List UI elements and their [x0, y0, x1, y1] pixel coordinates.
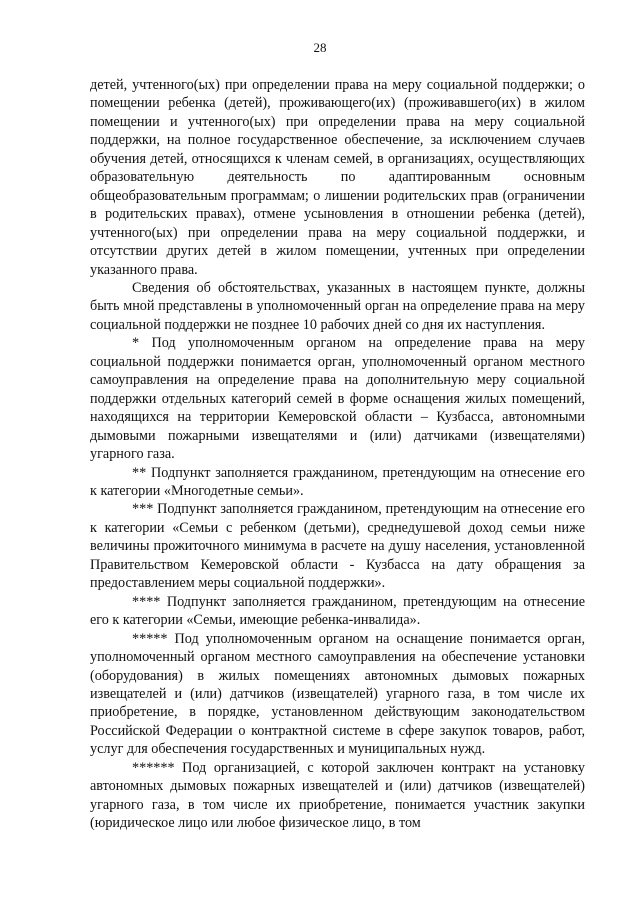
footnote-authorized-body: * Под уполномоченным органом на определение права на меру социальной поддержки понимается орган, уполномоченный органом местного самоуправления на определение права на дополнительную меру социальной поддержки отдельных категорий семей в форме оснащения жилых помещений, находящихся на территории Кемеровской области – Кузбасса, автономными дымовыми пожарными извещателями и (или) датчиками (извещателями) угарного газа. [90, 335, 585, 463]
footnote-contractor-organization: ****** Под организацией, с которой заключен контракт на установку автономных дымовых пожарных извещателей и (или) датчиков (извещателей) угарного газа, в том числе их приобретение, понимается участник закупки (юридическое лицо или любое физическое лицо, в том [90, 759, 585, 832]
footnote-disabled-child-families: **** Подпункт заполняется гражданином, претендующим на отнесение его к категории «Семьи, имеющие ребенка-инвалида». [90, 593, 585, 629]
document-body [90, 76, 585, 833]
page-number: 28 [313, 40, 327, 55]
footnote-installation-authority: ***** Под уполномоченным органом на оснащение понимается орган, уполномоченный органом местного самоуправления на обеспечение установки (оборудования) в жилых помещениях автономных дымовых пожарных извещателей и (или) датчиков (извещателей) угарного газа, в том числе их приобретение, в порядке, установленном действующим законодательством Российской Федерации о контрактной системе в сфере закупок товаров, работ, услуг для обеспечения государственных и муниципальных нужд. [90, 630, 585, 758]
paragraph-notification-deadline: Сведения об обстоятельствах, указанных в настоящем пункте, должны быть мной представлены в уполномоченный орган на определение права на меру социальной поддержки не позднее 10 рабочих дней со дня их наступления. [90, 279, 585, 333]
footnote-large-families: ** Подпункт заполняется гражданином, претендующим на отнесение его к категории «Многодетные семьи». [90, 464, 585, 499]
footnote-low-income-families: *** Подпункт заполняется гражданином, претендующим на отнесение его к категории «Семьи с ребенком (детьми), среднедушевой доход семьи ниже величины прожиточного минимума в расчете на душу населения, установленной Правительством Кемеровской области - Кузбасса на дату обращения за предоставлением меры социальной поддержки». [90, 501, 585, 592]
paragraph-family-members-continuation: детей, учтенного(ых) при определении права на меру социальной поддержки; о помещении ребенка (детей), проживающего(их) (проживавшего(их) в жилом помещении и учтенного(ых) при определении права на меру социальной поддержки, на полное государственное обеспечение, за исключением случаев обучения детей, относящихся к членам семей, в организациях, осуществляющих образовательную деятельность по адаптированным основным общеобразовательным программам; о лишении родительских прав (ограничении в родительских правах), отмене усыновления в отношении ребенка (детей), учтенного(ых) при определении права на меру социальной поддержки, и отсутствии других детей в жилом помещении, учтенных при определении указанного права. [90, 77, 585, 278]
